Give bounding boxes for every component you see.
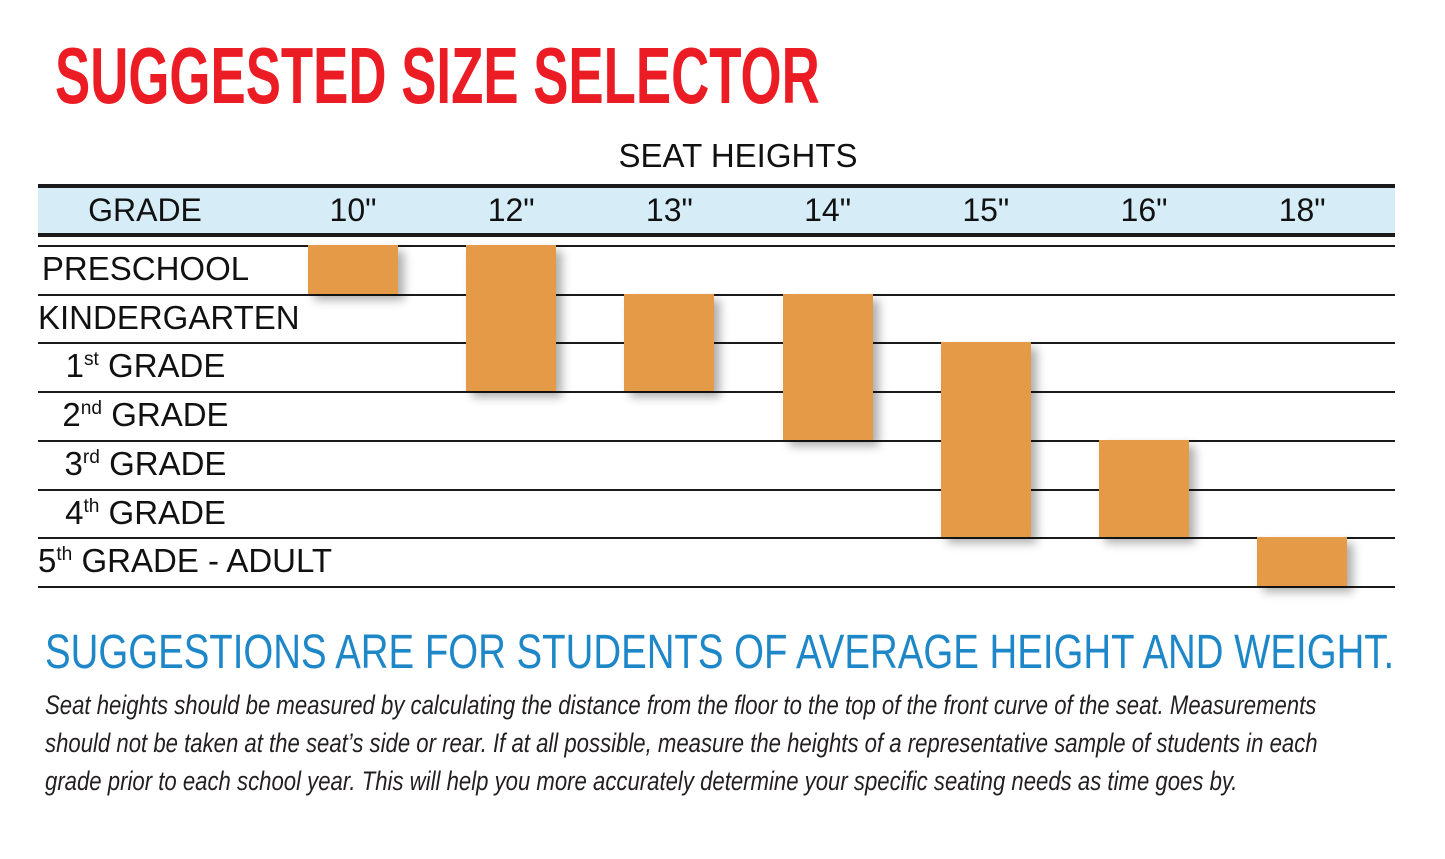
column-header-13in: 13" — [645, 192, 693, 228]
seat-height-bar-14in — [783, 294, 873, 440]
row-divider-line — [38, 586, 1395, 588]
grade-row-label: KINDERGARTEN — [38, 298, 300, 336]
column-header-15in: 15" — [962, 192, 1010, 228]
seat-height-bar-18in — [1257, 537, 1347, 586]
column-header-18in: 18" — [1278, 192, 1326, 228]
seat-height-bar-13in — [624, 294, 714, 391]
page-title: SUGGESTED SIZE SELECTOR — [55, 31, 820, 120]
seat-height-bar-12in — [466, 245, 556, 391]
footer-heading: SUGGESTIONS ARE FOR STUDENTS OF AVERAGE HEIGHT AND WEIGHT. — [45, 626, 1395, 679]
grade-row-label: PRESCHOOL — [41, 250, 250, 287]
seat-height-bar-10in — [308, 245, 398, 294]
table-header-band — [38, 184, 1395, 237]
grade-column-header: GRADE — [88, 192, 202, 228]
column-header-12in: 12" — [487, 192, 535, 228]
column-header-10in: 10" — [329, 192, 377, 228]
column-header-14in: 14" — [804, 192, 852, 228]
grade-row-label: 3rd GRADE — [64, 444, 227, 482]
seat-height-bar-16in — [1099, 440, 1189, 537]
footer-paragraph: Seat heights should be measured by calculating the distance from the floor to the top of the front curve of the seat. Measurements should not be taken at the seat’s side or rear. If at all possible, measure the heights of a representative sample of students in each grade prior to each school year. This will help you more accurately determine your specific seating needs as time goes by. — [45, 690, 1318, 796]
column-header-16in: 16" — [1120, 192, 1168, 228]
seat-heights-caption: SEAT HEIGHTS — [618, 137, 858, 174]
grade-row-label: 5th GRADE - ADULT — [38, 542, 333, 580]
size-selector-table — [38, 184, 1395, 588]
grade-row-label: 1st GRADE — [65, 347, 226, 385]
grade-row-label: 4th GRADE — [65, 493, 226, 531]
seat-height-bar-15in — [941, 342, 1031, 537]
grade-row-label: 2nd GRADE — [62, 396, 229, 434]
